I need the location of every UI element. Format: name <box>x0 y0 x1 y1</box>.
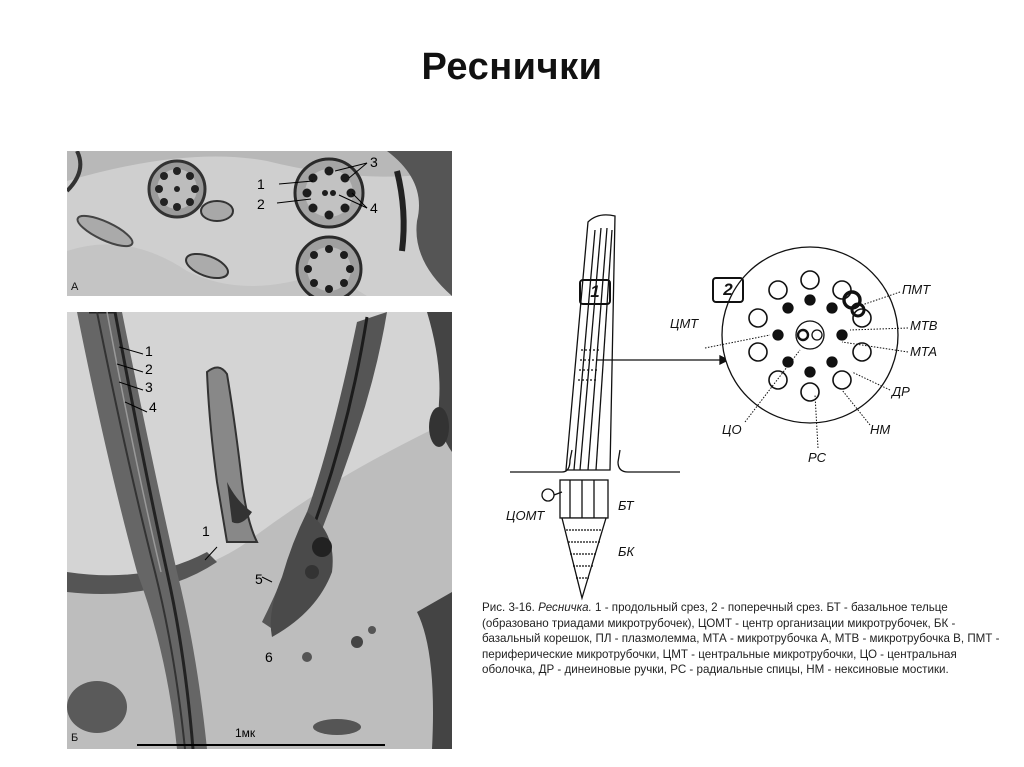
micrograph-a-corner-label: A <box>71 281 79 293</box>
label-comt: ЦОМТ <box>506 508 545 523</box>
label-cmt: ЦМТ <box>670 316 699 331</box>
label-rs: РС <box>808 450 827 465</box>
slide-title: Реснички <box>421 46 603 88</box>
micrograph-b-label-6: 6 <box>265 649 273 665</box>
figure-2-number: 2 <box>712 277 744 303</box>
micrograph-a-label-3: 3 <box>370 154 378 170</box>
cilium-diagram <box>470 200 990 620</box>
micrograph-b <box>67 312 452 749</box>
label-mta: МТА <box>910 344 938 359</box>
micrograph-a <box>67 151 452 296</box>
micrograph-b-label-4: 4 <box>149 399 157 415</box>
figure-1-number: 1 <box>579 279 611 305</box>
label-pmt: ПМТ <box>902 282 931 297</box>
micrograph-b-label-1: 1 <box>145 343 153 359</box>
micrograph-b-label-2: 2 <box>145 361 153 377</box>
label-bt: БТ <box>618 498 634 513</box>
micrograph-b-corner-label: Б <box>71 732 79 744</box>
label-bk: БК <box>618 544 635 559</box>
micrograph-b-label-3: 3 <box>145 379 153 395</box>
caption-name: Ресничка. <box>538 601 592 614</box>
caption-text: 1 - продольный срез, 2 - поперечный срез. БТ - базальное тельце (образовано триадами микротрубочек), ЦОМТ - центр организации микротрубочек, БК - базальный корешок, ПЛ - плазмолемма, МТА - микротрубочка А, МТВ - микротрубочка В, ПМТ - периферические микротрубочки, ЦМТ - центральные микротрубочки, ЦО - центральная оболочка, ДР - динеиновые ручки, РС - радиальные спицы, НМ - нексиновые мостики. <box>482 601 1000 677</box>
micrograph-b-image <box>67 312 452 749</box>
label-dr: ДР <box>892 384 910 399</box>
micrograph-a-image <box>67 151 452 296</box>
label-nm: НМ <box>870 422 891 437</box>
figure-caption <box>482 600 1007 678</box>
micrograph-b-scale-label: 1мк <box>235 726 256 740</box>
label-mtv: МТВ <box>910 318 938 333</box>
label-co: ЦО <box>722 422 742 437</box>
micrograph-a-label-2: 2 <box>257 196 265 212</box>
caption-prefix: Рис. 3-16. <box>482 601 535 614</box>
micrograph-b-label-1b: 1 <box>202 523 210 539</box>
cilium-diagram-drawing <box>470 200 990 620</box>
micrograph-a-label-4: 4 <box>370 200 378 216</box>
micrograph-b-label-5: 5 <box>255 571 263 587</box>
micrograph-a-label-1: 1 <box>257 176 265 192</box>
